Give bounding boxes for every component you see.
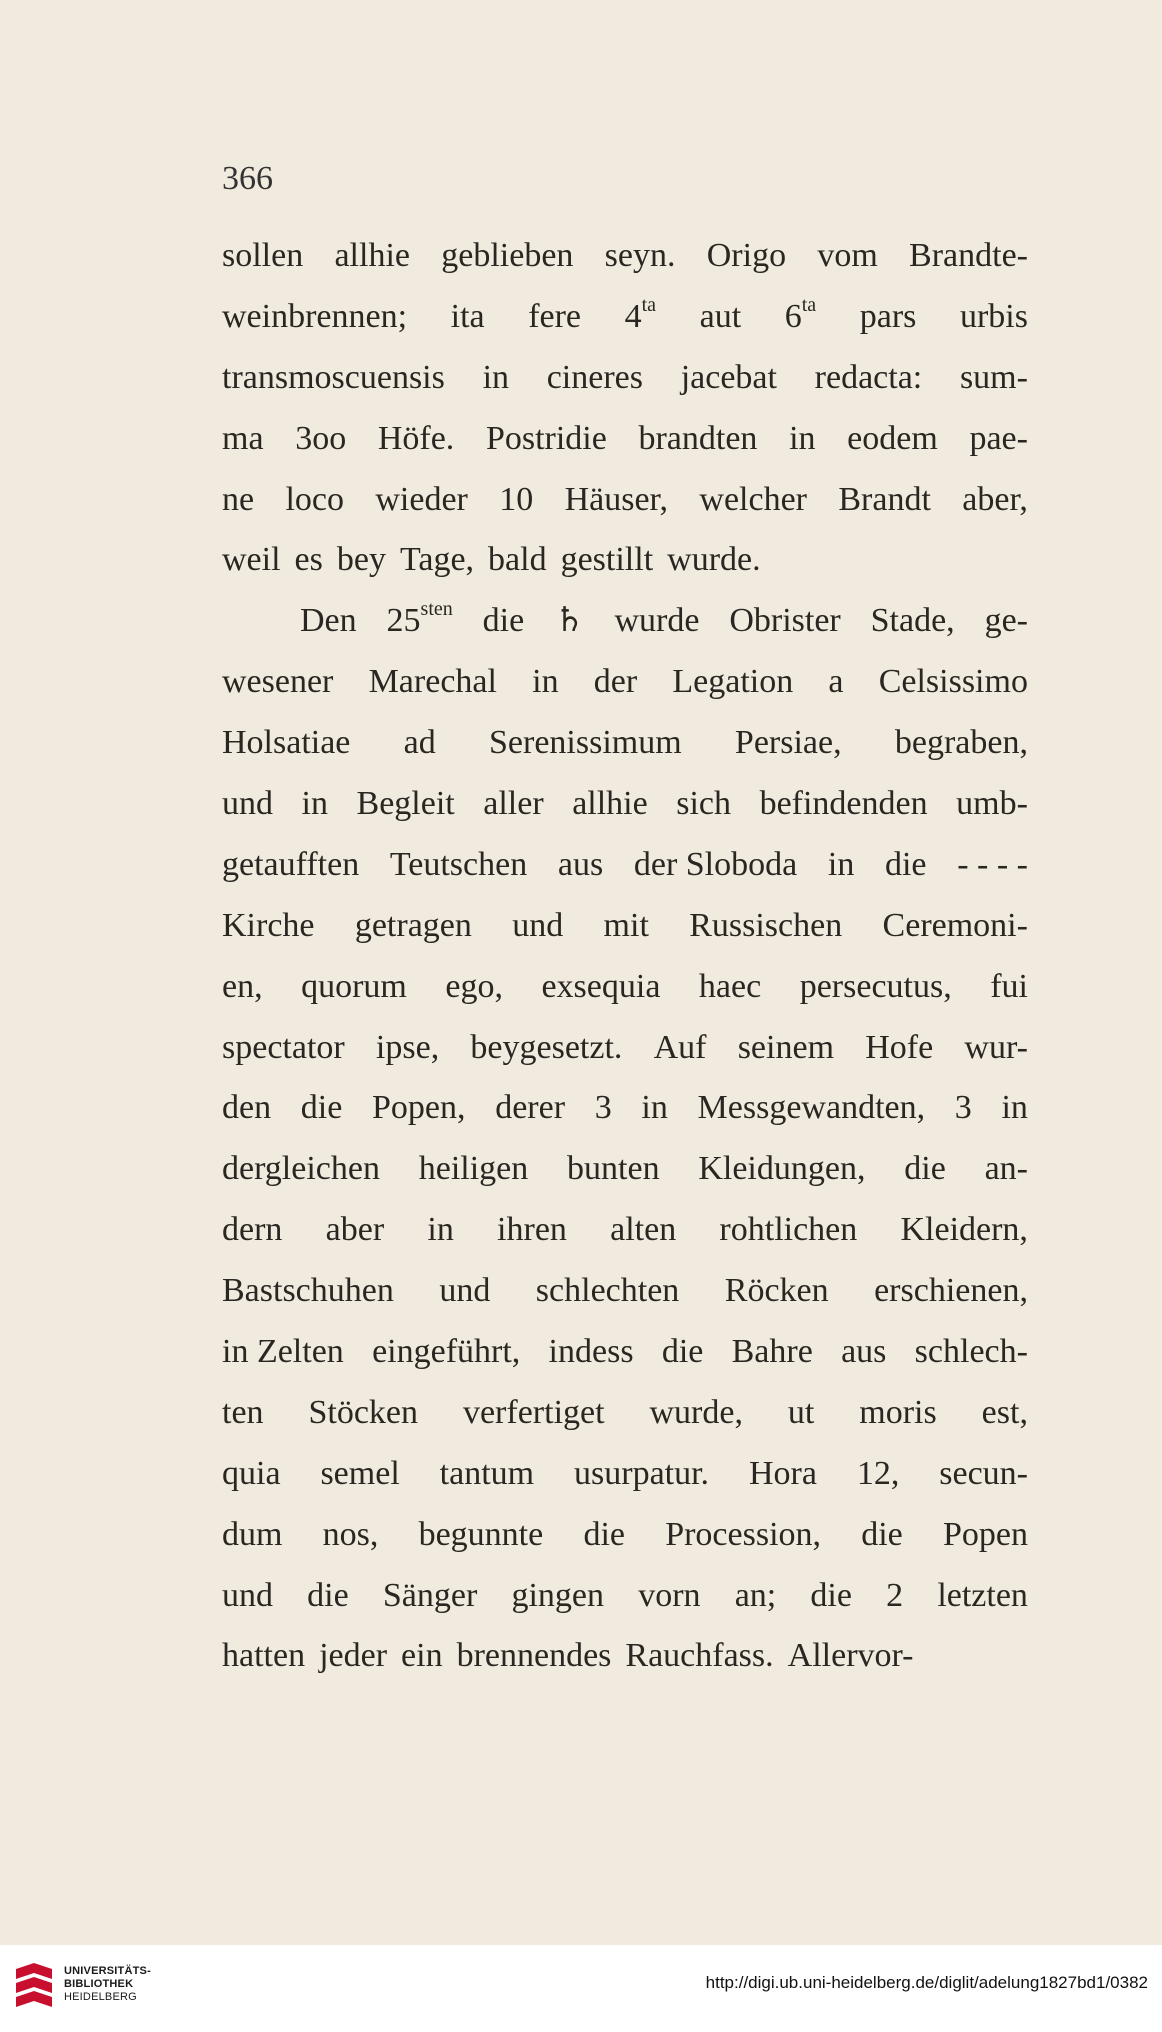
word: es <box>294 541 323 579</box>
word: bey <box>336 541 386 579</box>
word: Kleidern, <box>900 1211 1028 1249</box>
word: eingeführt, <box>372 1333 521 1371</box>
word: Serenissimum <box>489 724 682 762</box>
word: und <box>439 1272 491 1310</box>
word: und <box>222 1576 273 1614</box>
word: geblieben <box>441 237 574 274</box>
word: fere <box>528 297 582 335</box>
word: sum- <box>959 358 1028 396</box>
word: aber <box>325 1211 385 1249</box>
word: gingen <box>511 1576 605 1614</box>
text-line <box>222 1261 1028 1322</box>
word: getragen <box>354 906 472 944</box>
word: cineres <box>546 358 643 396</box>
word: Hora <box>748 1454 817 1492</box>
text-line <box>222 1078 1028 1139</box>
word: quia <box>222 1454 281 1492</box>
word: Postridie <box>485 419 607 457</box>
text-line <box>222 1626 1028 1687</box>
word: die <box>861 1515 903 1553</box>
word: Ceremoni- <box>882 906 1028 944</box>
page-number: 366 <box>222 160 273 197</box>
word: loco <box>285 480 344 518</box>
word: beygesetzt. <box>470 1028 623 1066</box>
word: transmoscuensis <box>222 358 445 396</box>
text-line <box>222 1566 1028 1627</box>
word: dern <box>222 1211 283 1249</box>
word: der <box>593 663 638 701</box>
word: getaufften <box>222 845 360 883</box>
word: begraben, <box>894 724 1028 762</box>
library-name-line-3: HEIDELBERG <box>64 1991 137 2003</box>
word: in <box>827 845 855 883</box>
word: begunnte <box>418 1515 544 1553</box>
word: sich <box>676 785 732 823</box>
word: erschienen, <box>874 1272 1028 1310</box>
word: 2 <box>886 1576 904 1614</box>
word: die <box>300 1089 343 1127</box>
word: moris <box>859 1393 937 1431</box>
text-line <box>222 713 1028 774</box>
word: allhie <box>572 785 648 823</box>
word: die <box>583 1515 625 1553</box>
word: Stöcken <box>308 1393 419 1431</box>
text-line <box>222 1444 1028 1505</box>
word: wurde <box>614 602 700 640</box>
word: und <box>222 785 273 823</box>
word: Russischen <box>689 906 843 944</box>
word: verfertiget <box>462 1393 605 1431</box>
word: in <box>482 358 510 396</box>
word: Häuser, <box>564 480 669 518</box>
word: die <box>482 602 525 640</box>
word: und <box>512 906 564 944</box>
word: weinbrennen; <box>222 297 408 335</box>
word: pars <box>859 297 917 335</box>
word: eodem <box>847 419 938 457</box>
word: 3 <box>594 1089 612 1127</box>
word: jacebat <box>680 358 777 396</box>
word: Origo <box>706 237 787 274</box>
word: ego, <box>445 967 503 1005</box>
word: usurpatur. <box>574 1454 710 1492</box>
word: secun- <box>939 1454 1028 1492</box>
text-line <box>222 1505 1028 1566</box>
word: Höfe. <box>377 419 455 457</box>
word: $4^{ta}$ <box>624 293 657 335</box>
word: Auf <box>653 1028 707 1066</box>
word: umb- <box>956 785 1028 823</box>
word: Bastschuhen <box>222 1272 394 1310</box>
word: in <box>532 663 559 701</box>
text-line <box>222 835 1028 896</box>
word: allhie <box>334 237 410 274</box>
text-line <box>222 348 1028 409</box>
word: Popen, <box>372 1089 466 1127</box>
word: Obrister <box>729 602 841 640</box>
word: die <box>810 1576 852 1614</box>
footer-bar <box>0 1945 1162 2032</box>
text-line <box>222 470 1028 531</box>
word: Messgewandten, <box>697 1089 926 1127</box>
word: mit <box>603 906 649 944</box>
word: in <box>301 785 328 823</box>
word: $25^{sten}$ <box>386 598 453 640</box>
word: Teutschen <box>389 845 528 883</box>
word: wesener <box>222 663 334 701</box>
word: semel <box>320 1454 400 1492</box>
word: - - - - <box>957 845 1028 883</box>
word: wurde. <box>667 541 761 579</box>
word: in Zelten <box>222 1333 344 1371</box>
word: weil <box>222 541 281 579</box>
word: en, <box>222 967 263 1005</box>
word: dum <box>222 1515 283 1553</box>
word: Allervor- <box>787 1637 914 1675</box>
word: brennendes <box>456 1637 612 1675</box>
word: redacta: <box>814 358 923 396</box>
word: Brandte- <box>909 237 1028 274</box>
word: alten <box>610 1211 677 1249</box>
word: in <box>789 419 816 457</box>
word: ad <box>403 724 436 762</box>
word: Rauchfass. <box>625 1637 774 1675</box>
word: vom <box>817 237 878 274</box>
word: Röcken <box>724 1272 829 1310</box>
text-line <box>222 957 1028 1018</box>
word: seyn. <box>604 237 676 274</box>
word: Bahre <box>731 1333 813 1371</box>
text-line <box>222 591 1028 652</box>
word: 10 <box>499 480 534 518</box>
word: heiligen <box>418 1150 529 1188</box>
word: wieder <box>375 480 468 518</box>
word: ein <box>401 1637 443 1675</box>
word: schlechten <box>535 1272 680 1310</box>
word: aut <box>699 297 742 335</box>
word: wurde, <box>649 1393 743 1431</box>
body-text <box>222 226 1028 1687</box>
word: in <box>641 1089 668 1127</box>
word: Begleit <box>356 785 455 823</box>
text-line <box>222 774 1028 835</box>
word: tantum <box>439 1454 535 1492</box>
word: bunten <box>567 1150 660 1188</box>
word: Legation <box>672 663 794 701</box>
text-line <box>222 1018 1028 1079</box>
text-line <box>222 530 1028 591</box>
word: in <box>1001 1089 1028 1127</box>
word: exsequia <box>541 967 661 1005</box>
word: bald <box>488 541 547 579</box>
word: a <box>828 663 844 701</box>
word: rohtlichen <box>719 1211 858 1249</box>
word: die <box>904 1150 946 1188</box>
word: Brandt <box>838 480 931 518</box>
word: jeder <box>319 1637 388 1675</box>
word: ihren <box>497 1211 567 1249</box>
word: aber, <box>962 480 1028 518</box>
word: aus <box>557 845 604 883</box>
word: Holsatiae <box>222 724 351 762</box>
word: seinem <box>737 1028 835 1066</box>
word: ne <box>222 480 255 518</box>
word: an; <box>734 1576 777 1614</box>
permalink-url[interactable]: http://digi.ub.uni-heidelberg.de/diglit/adelung1827bd1/0382 <box>705 1973 1148 1992</box>
word: aus <box>841 1333 887 1371</box>
word: ma <box>222 419 264 457</box>
word: den <box>222 1089 272 1127</box>
word: vorn <box>638 1576 701 1614</box>
word: wur- <box>964 1028 1028 1066</box>
word: Tage, <box>399 541 475 579</box>
word: Stade, <box>870 602 955 640</box>
word: ipse, <box>375 1028 440 1066</box>
word: in <box>427 1211 454 1249</box>
word: gestillt <box>560 541 654 579</box>
word: fui <box>990 967 1028 1005</box>
word: dergleichen <box>222 1150 380 1188</box>
word: sollen <box>222 237 304 274</box>
word: die <box>307 1576 349 1614</box>
word: letzten <box>937 1576 1028 1614</box>
word: aller <box>483 785 544 823</box>
word: ita <box>450 297 485 335</box>
word: indess <box>548 1333 634 1371</box>
word: Procession, <box>665 1515 822 1553</box>
word: Popen <box>942 1515 1028 1553</box>
word: Hofe <box>865 1028 934 1066</box>
word: haec <box>698 967 762 1005</box>
word: die <box>661 1333 704 1371</box>
word: Celsissimo <box>878 663 1028 701</box>
text-line <box>222 896 1028 957</box>
text-line <box>222 652 1028 713</box>
word: die <box>884 845 927 883</box>
word: an- <box>984 1150 1028 1188</box>
word: hatten <box>222 1637 306 1675</box>
word: nos, <box>322 1515 379 1553</box>
word: est, <box>981 1393 1028 1431</box>
word: befindenden <box>759 785 928 823</box>
word: persecutus, <box>799 967 952 1005</box>
word: pae- <box>969 419 1028 457</box>
library-name-line-2: BIBLIOTHEK <box>64 1978 134 1990</box>
word: 12, <box>856 1454 900 1492</box>
word: der Sloboda <box>633 845 798 883</box>
text-line <box>222 1322 1028 1383</box>
word: Persiae, <box>734 724 842 762</box>
word: urbis <box>959 297 1028 335</box>
word: brandten <box>638 419 758 457</box>
word: Kleidungen, <box>698 1150 866 1188</box>
word: 3 <box>954 1089 972 1127</box>
word: 3oo <box>295 419 347 457</box>
word: schlech- <box>914 1333 1028 1371</box>
text-line <box>222 1383 1028 1444</box>
word: welcher <box>699 480 807 518</box>
word: ten <box>222 1393 264 1431</box>
text-line <box>222 1139 1028 1200</box>
word: ♄ <box>554 602 585 640</box>
library-name <box>64 1965 151 2004</box>
word: Kirche <box>222 906 315 944</box>
word: ut <box>787 1393 815 1431</box>
university-library-logo-icon <box>10 1959 58 2017</box>
library-name-line-1: UNIVERSITÄTS- <box>64 1965 151 1977</box>
text-line <box>222 1200 1028 1261</box>
word: Den <box>300 602 357 640</box>
word: Marechal <box>368 663 497 701</box>
text-line <box>222 226 1028 287</box>
text-line <box>222 409 1028 470</box>
text-line <box>222 287 1028 348</box>
word: derer <box>495 1089 566 1127</box>
word: spectator <box>222 1028 345 1066</box>
word: ge- <box>984 602 1028 640</box>
word: quorum <box>301 967 407 1005</box>
word: $6^{ta}$ <box>784 293 817 335</box>
word: Sänger <box>382 1576 478 1614</box>
